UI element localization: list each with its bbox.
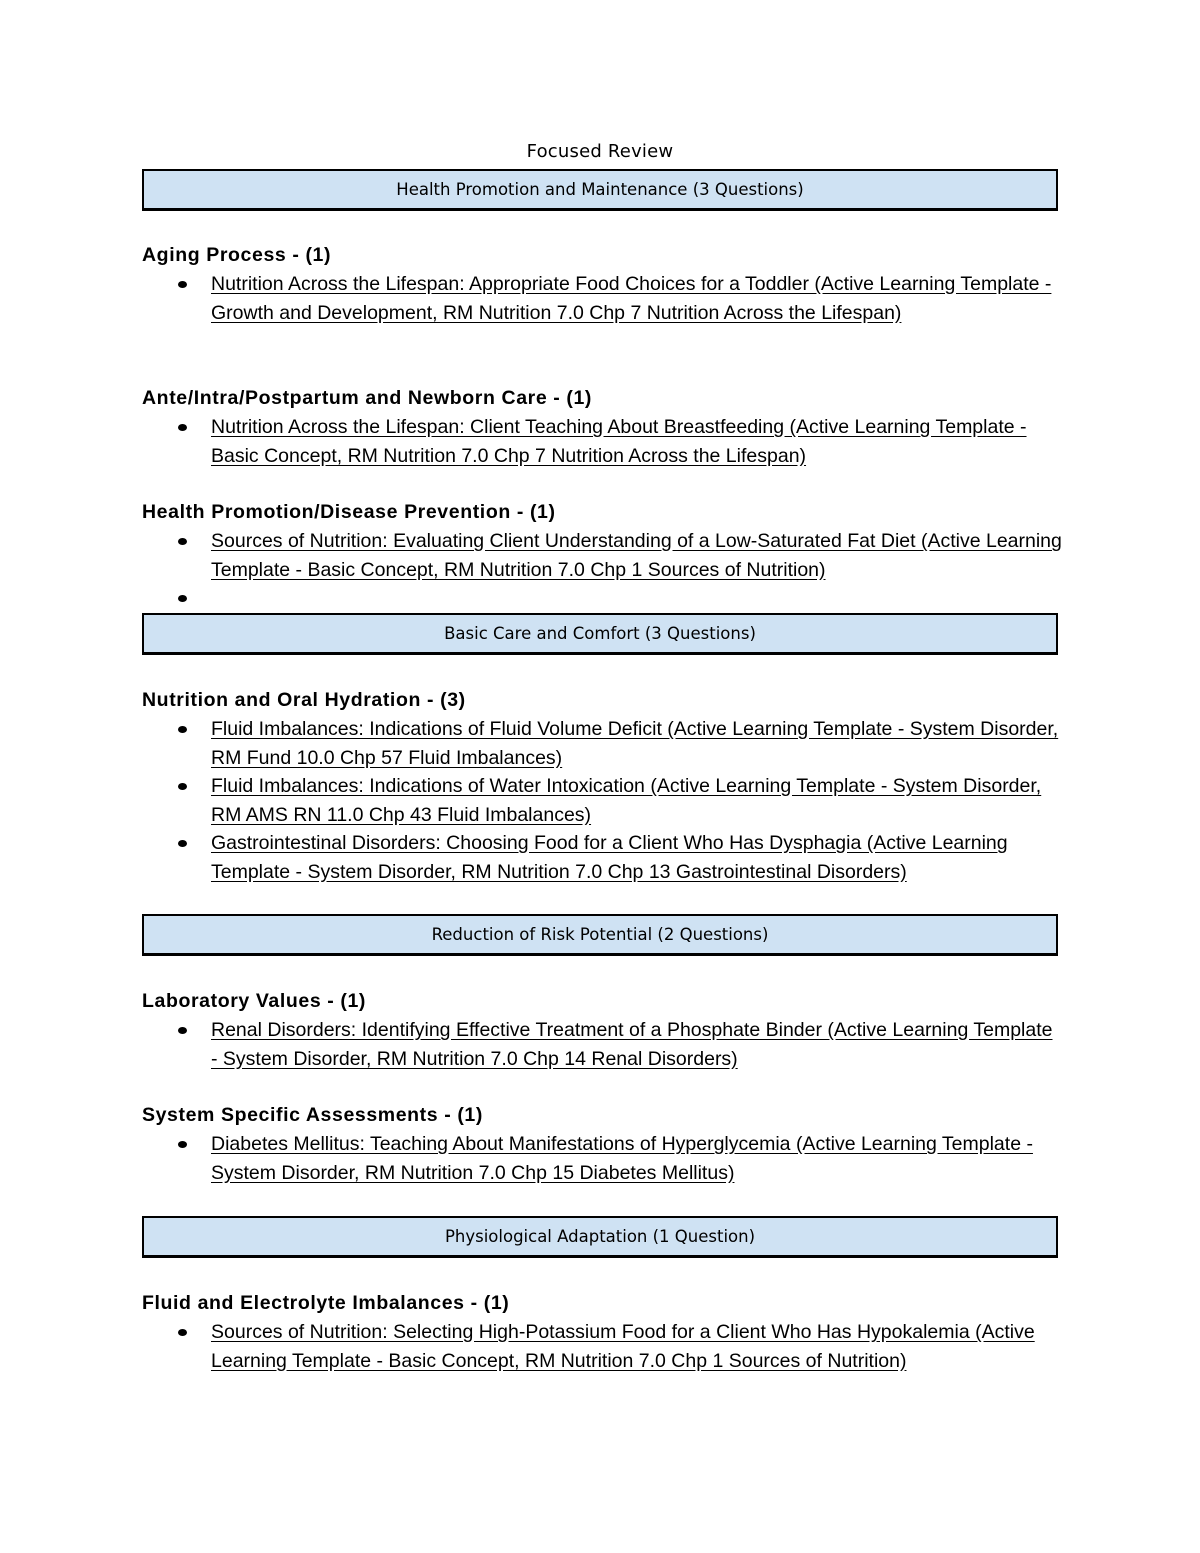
topic-aging-process: Aging Process - (1) (142, 244, 332, 266)
topic-ante-intra-postpartum: Ante/Intra/Postpartum and Newborn Care - (1) (142, 387, 593, 409)
bullet-icon (178, 424, 187, 431)
review-link[interactable]: Nutrition Across the Lifespan: Client Teaching About Breastfeeding (Active Learning Template - Basic Concept, RM Nutrition 7.0 Chp 7 Nutrition Across the Lifespan) (211, 416, 1027, 467)
page-title: Focused Review (526, 141, 674, 162)
topic-nutrition-oral-hydration: Nutrition and Oral Hydration - (3) (142, 689, 466, 711)
list-item (211, 1130, 1063, 1187)
list-item (211, 1016, 1063, 1073)
bullet-icon (178, 1141, 187, 1148)
review-link[interactable]: Diabetes Mellitus: Teaching About Manifestations of Hyperglycemia (Active Learning Template - System Disorder, RM Nutrition 7.0 Chp 15 Diabetes Mellitus) (211, 1133, 1033, 1184)
topic-system-specific-assessments: System Specific Assessments - (1) (142, 1104, 483, 1126)
topic-fluid-electrolyte-imbalances: Fluid and Electrolyte Imbalances - (1) (142, 1292, 510, 1314)
bullet-icon (178, 726, 187, 733)
list-item (211, 1318, 1063, 1375)
bullet-icon (178, 538, 187, 545)
review-link[interactable]: Fluid Imbalances: Indications of Fluid Volume Deficit (Active Learning Template - System Disorder, RM Fund 10.0 Chp 57 Fluid Imbalances) (211, 718, 1059, 769)
review-link[interactable]: Sources of Nutrition: Selecting High-Potassium Food for a Client Who Has Hypokalemia (Active Learning Template - Basic Concept, RM Nutrition 7.0 Chp 1 Sources of Nutrition) (211, 1321, 1035, 1372)
review-link[interactable]: Fluid Imbalances: Indications of Water Intoxication (Active Learning Template - System Disorder, RM AMS RN 11.0 Chp 43 Fluid Imbalances) (211, 775, 1042, 826)
list-item (211, 270, 1063, 327)
list-item (211, 715, 1063, 772)
bullet-icon (178, 595, 187, 602)
review-link[interactable]: Gastrointestinal Disorders: Choosing Food for a Client Who Has Dysphagia (Active Learning Template - System Disorder, RM Nutrition 7.0 Chp 13 Gastrointestinal Disorders) (211, 832, 1008, 883)
review-link[interactable]: Nutrition Across the Lifespan: Appropriate Food Choices for a Toddler (Active Learning Template - Growth and Development, RM Nutrition 7.0 Chp 7 Nutrition Across the Lifespan) (211, 273, 1052, 324)
list-item (211, 413, 1063, 470)
review-link[interactable]: Renal Disorders: Identifying Effective Treatment of a Phosphate Binder (Active Learning Template - System Disorder, RM Nutrition 7.0 Chp 14 Renal Disorders) (211, 1019, 1053, 1070)
list-item (211, 829, 1063, 886)
section-header-basic-care: Basic Care and Comfort (3 Questions) (142, 613, 1058, 655)
section-header-physiological-adaptation: Physiological Adaptation (1 Question) (142, 1216, 1058, 1258)
bullet-icon (178, 1329, 187, 1336)
bullet-icon (178, 840, 187, 847)
bullet-icon (178, 783, 187, 790)
section-header-health-promotion: Health Promotion and Maintenance (3 Questions) (142, 169, 1058, 211)
topic-laboratory-values: Laboratory Values - (1) (142, 990, 367, 1012)
bullet-icon (178, 1027, 187, 1034)
list-item (211, 772, 1063, 829)
review-link[interactable]: Sources of Nutrition: Evaluating Client Understanding of a Low-Saturated Fat Diet (Active Learning Template - Basic Concept, RM Nutrition 7.0 Chp 1 Sources of Nutrition) (211, 530, 1062, 581)
section-header-reduction-risk: Reduction of Risk Potential (2 Questions) (142, 914, 1058, 956)
list-item (211, 527, 1063, 584)
bullet-icon (178, 281, 187, 288)
topic-health-promotion-disease-prevention: Health Promotion/Disease Prevention - (1) (142, 501, 556, 523)
